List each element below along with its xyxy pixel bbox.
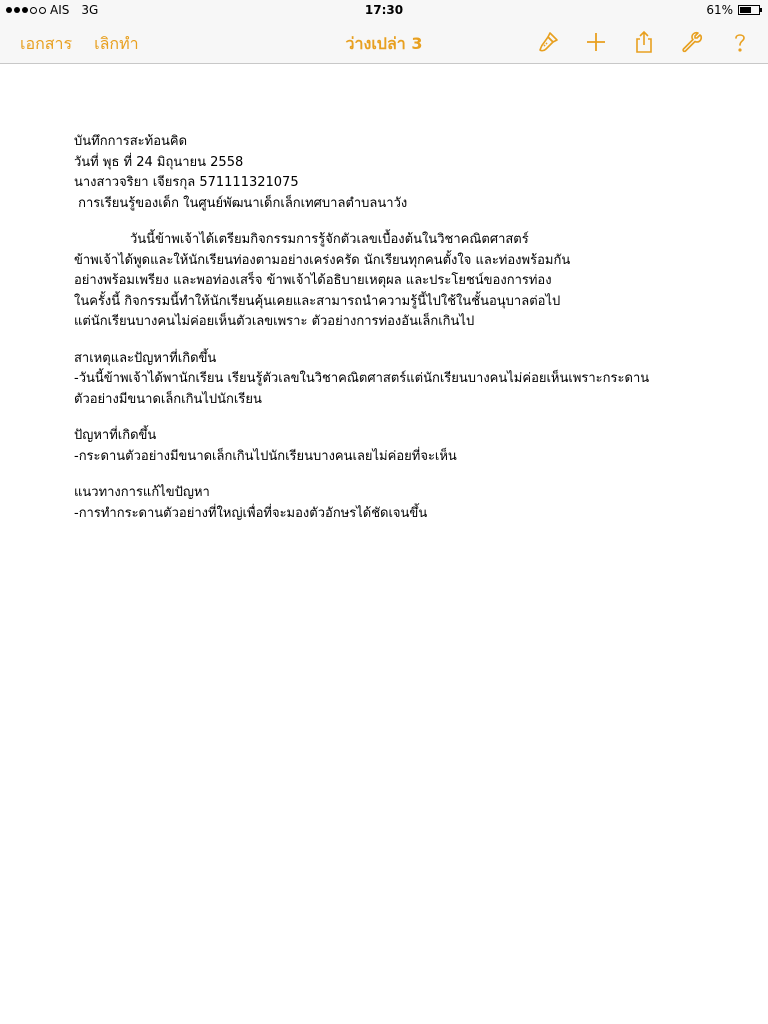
undo-button[interactable]: เลิกทำ [94,34,139,53]
toolbar [0,20,768,64]
status-time: 17:30 [364,3,404,17]
help-icon[interactable] [726,28,754,56]
body-line: อย่างพร้อมเพรียง และพอท่องเสร็จ ข้าพเจ้าได้อธิบายเหตุผล และประโยชน์ของการท่อง [74,273,552,288]
causes-section [74,349,694,411]
wrench-icon[interactable] [678,28,706,56]
header-line: นางสาวจริยา เจียรกุล 571111321075 [74,175,299,190]
document-body[interactable] [74,132,694,524]
header-line: วันที่ พุธ ที่ 24 มิถุนายน 2558 [74,154,244,170]
section-heading: สาเหตุและปัญหาที่เกิดขึ้น [74,350,217,366]
body-line: ในครั้งนี้ กิจกรรมนี้ทำให้นักเรียนคุ้นเคยและสามารถนำความรู้นี้ไปใช้ในชั้นอนุบาลต่อไป [74,293,561,309]
status-bar [0,0,768,20]
carrier-name: AIS [50,3,70,17]
battery-icon [738,5,760,15]
battery-percent: 61% [706,3,733,17]
document-header [74,132,694,214]
body-line: ข้าพเจ้าได้พูดและให้นักเรียนท่องตามอย่างเคร่งครัด นักเรียนทุกคนตั้งใจ และท่องพร้อมกัน [74,252,571,268]
body-line: แต่นักเรียนบางคนไม่ค่อยเห็นตัวเลขเพราะ ตัวอย่างการท่องอันเล็กเกินไป [74,314,475,329]
problems-section [74,426,694,467]
section-line: ตัวอย่างมีขนาดเล็กเกินไปนักเรียน [74,391,262,407]
paintbrush-icon[interactable] [534,28,562,56]
header-line: บันทึกการสะท้อนคิด [74,134,188,149]
share-icon[interactable] [630,28,658,56]
plus-icon[interactable] [582,28,610,56]
section-heading: แนวทางการแก้ไขปัญหา [74,485,210,500]
solutions-section [74,483,694,524]
network-type: 3G [81,3,99,17]
reflection-paragraph [74,230,694,333]
body-line: วันนี้ข้าพเจ้าได้เตรียมกิจกรรมการรู้จักตัวเลขเบื้องต้นในวิชาคณิตศาสตร์ [130,232,529,247]
section-line: -กระดานตัวอย่างมีขนาดเล็กเกินไปนักเรียนบางคนเลยไม่ค่อยที่จะเห็น [74,448,457,464]
section-line: -วันนี้ข้าพเจ้าได้พานักเรียน เรียนรู้ตัวเลขในวิชาคณิตศาสตร์แต่นักเรียนบางคนไม่ค่อยเห็นเพราะกระดาน [74,371,650,386]
document-title[interactable]: ว่างเปล่า 3 [345,34,423,53]
section-line: -การทำกระดานตัวอย่างที่ใหญ่เพื่อที่จะมองตัวอักษรได้ชัดเจนขึ้น [74,505,428,521]
section-heading: ปัญหาที่เกิดขึ้น [74,428,157,443]
header-line: การเรียนรู้ของเด็ก ในศูนย์พัฒนาเด็กเล็กเทศบาลตำบลนาวัง [74,195,408,211]
documents-button[interactable]: เอกสาร [20,34,73,53]
